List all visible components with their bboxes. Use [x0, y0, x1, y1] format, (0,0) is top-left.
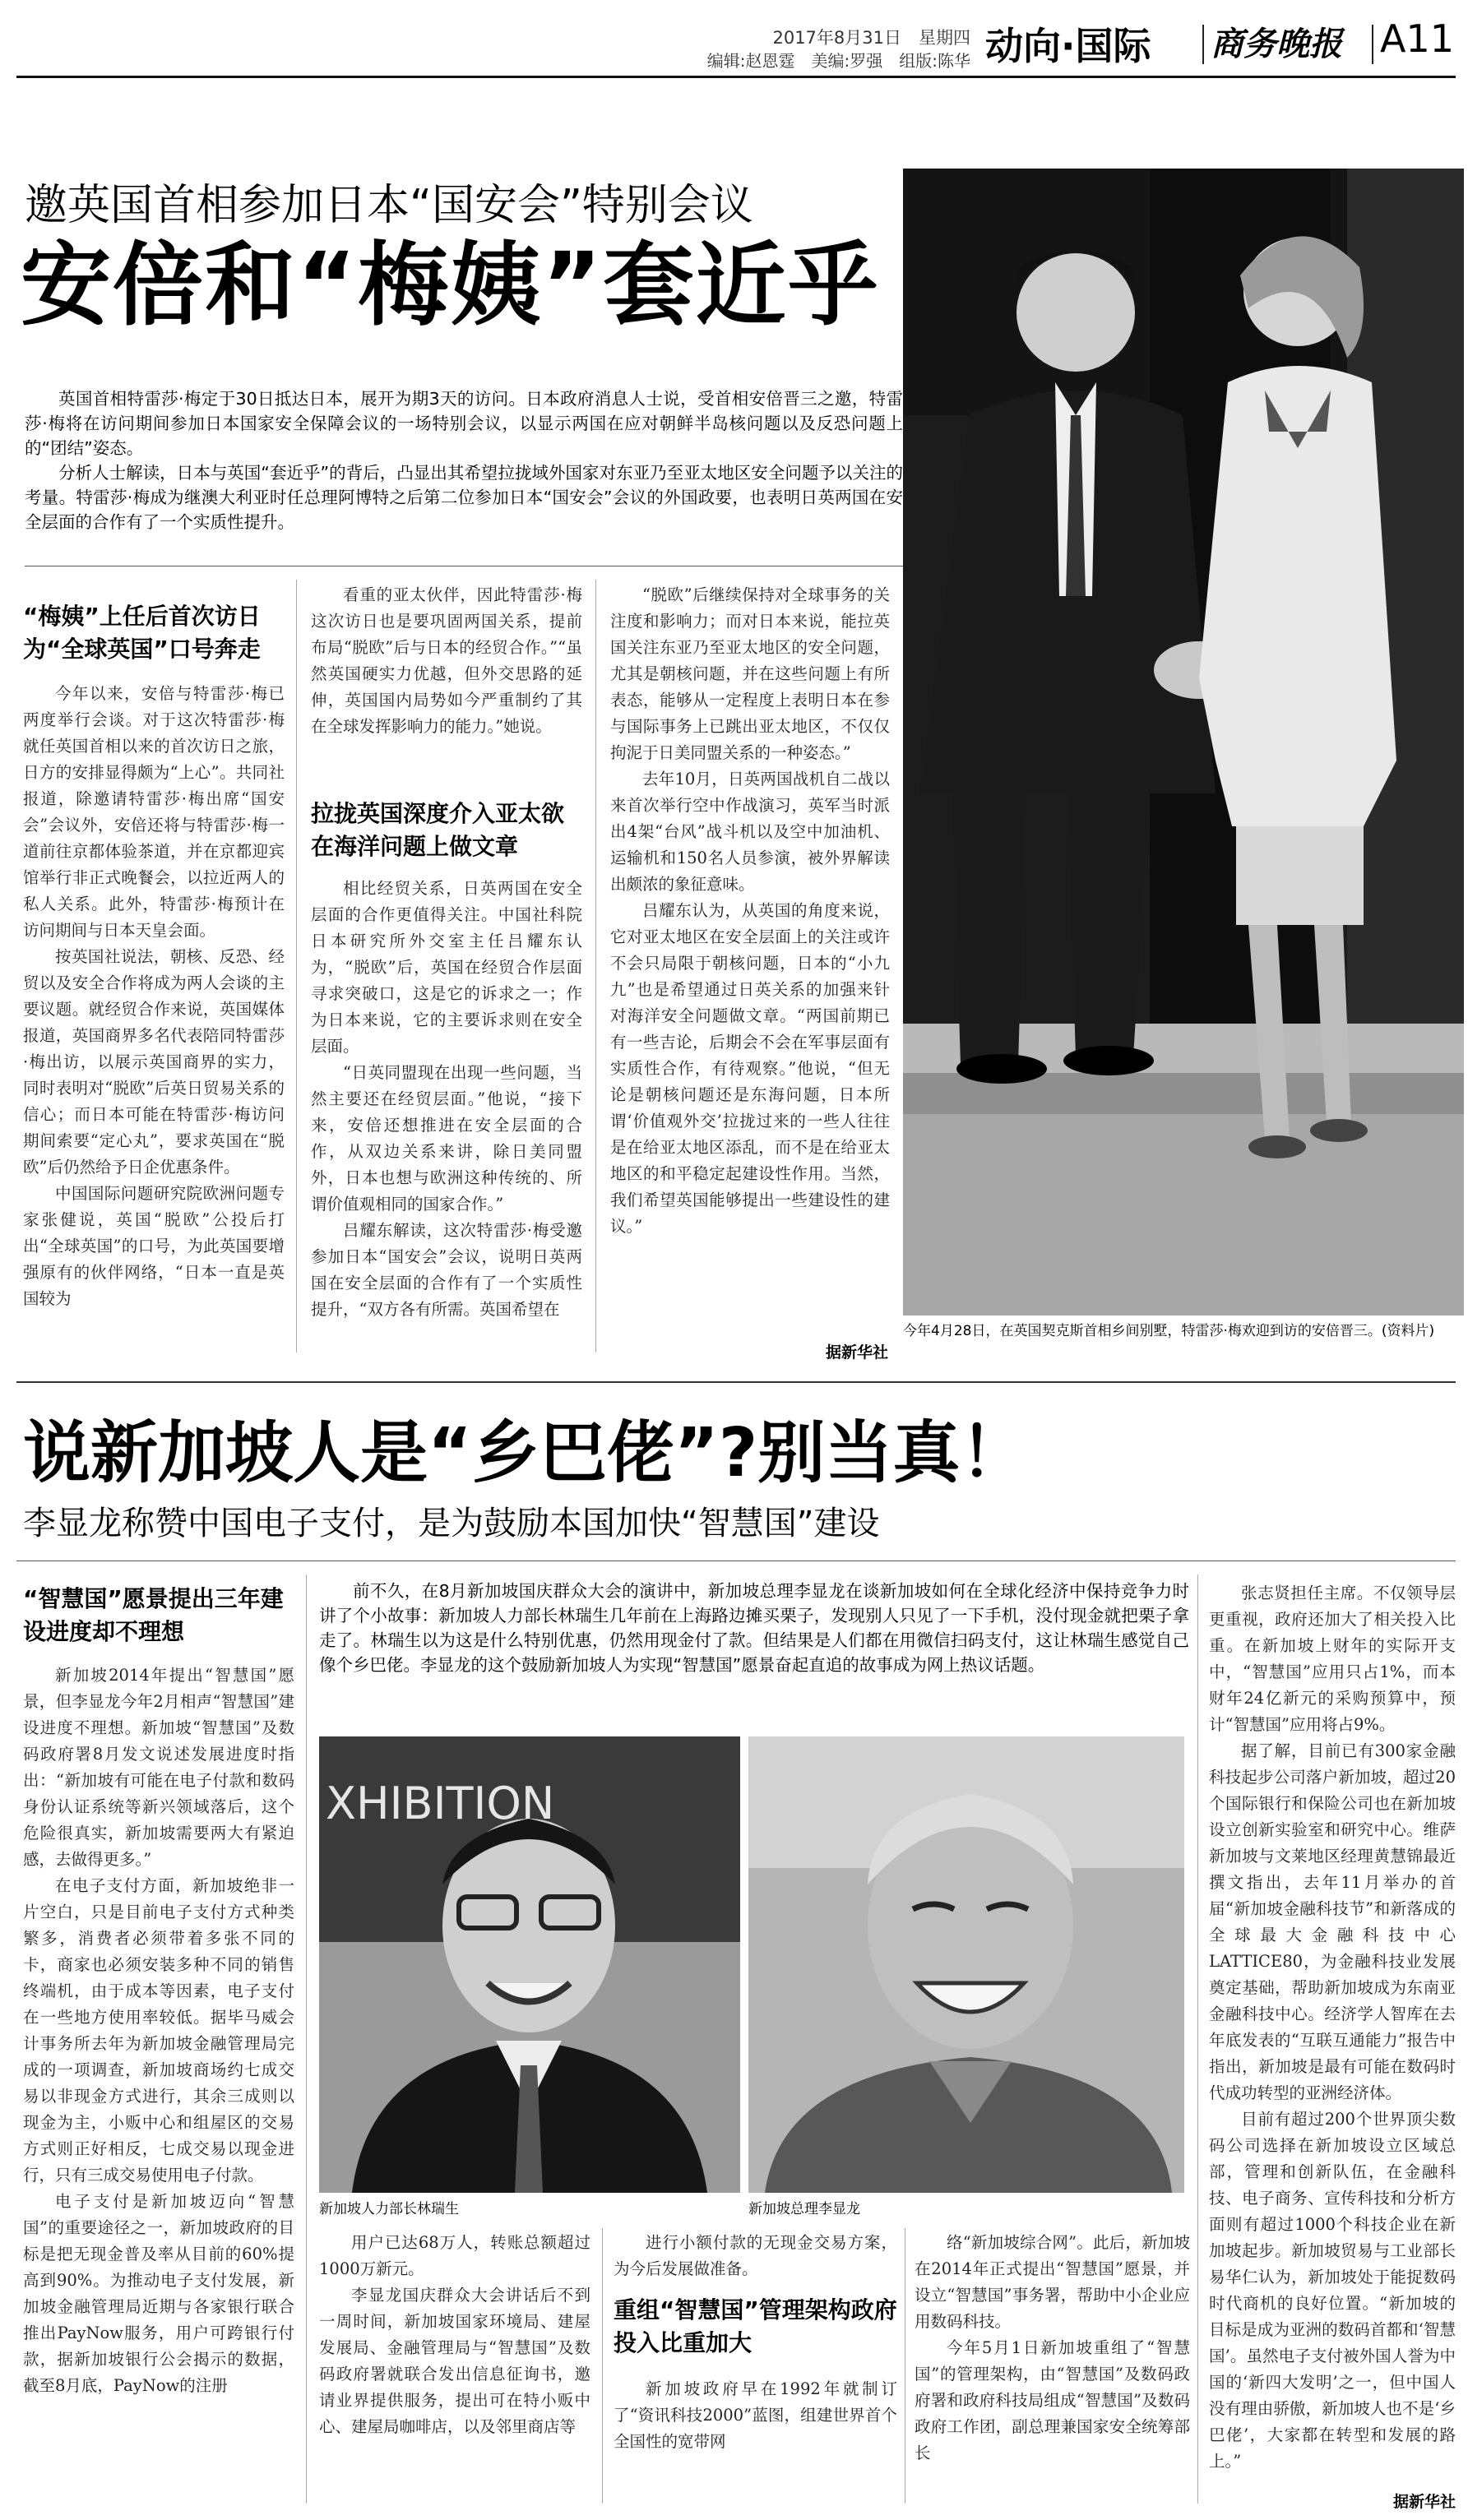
story2-lead — [319, 1579, 1189, 1725]
editors-line: 编辑:赵恩霆 美编:罗强 组版:陈华 — [706, 51, 970, 71]
story2-photo-left — [319, 1736, 740, 2193]
story1-kicker: 邀英国首相参加日本“国安会”特别会议 — [25, 181, 753, 230]
body-paragraph: 今年以来，安倍与特雷莎·梅已两度举行会谈。对于这次特雷莎·梅就任英国首相以来的首次访日之旅，日方的安排显得颇为“上心”。共同社报道，除邀请特雷莎·梅出席“国安会”会议外，安倍还将与特雷莎·梅一道前往京都体验茶道，并在京都迎宾馆举行非正式晚餐会，以拉近两人的私人关系。此外，特雷莎·梅预计在访问期间与日本天皇会面。 — [23, 684, 285, 940]
section-name: 动向·国际 — [985, 24, 1151, 68]
handshake-photo — [903, 169, 1464, 1315]
newspaper-logo: 商务晚报 — [1211, 25, 1342, 63]
body-paragraph: 在电子支付方面，新加坡绝非一片空白，只是目前电子支付方式种类繁多，消费者必须带着多张不同的卡，商家也必须安装多种不同的销售终端机，由于成本等因素，电子支付在一些地方使用率较低。据毕马威会计事务所去年为新加坡金融管理局完成的一项调查，新加坡商场约七成交易以非现金方式进行，其余三成则以现金为主，小贩中心和组屋区的交易方式则正好相反，七成交易以现金进行，只有三成交易使用电子付款。 — [23, 1876, 294, 2185]
story2-deck: 李显龙称赞中国电子支付，是为鼓励本国加快“智慧国”建设 — [23, 1505, 880, 1542]
story1-column-3 — [610, 582, 890, 1329]
story2-subhead-2: 重组“智慧国”管理架构政府投入比重加大 — [614, 2296, 897, 2356]
body-paragraph: 去年10月，日英两国战机自二战以来首次举行空中作战演习，英军当时派出4架“台风”战斗机以及空中加油机、运输机和150名人员参演，被外界解读出颇浓的象征意味。 — [610, 770, 890, 894]
story2-headline: 说新加坡人是“乡巴佬”?别当真！ — [23, 1414, 1028, 1492]
story2-subhead-1: “智慧国”愿景提出三年建设进度却不理想 — [23, 1585, 284, 1645]
story1-photo-caption: 今年4月28日，在英国契克斯首相乡间别墅，特雷莎·梅欢迎到访的安倍晋三。(资料片) — [903, 1323, 1435, 1339]
issue-date: 2017年8月31日 星期四 — [772, 28, 970, 48]
story2-source: 据新华社 — [1392, 2493, 1456, 2511]
story1-subhead-2: 拉拢英国深度介入亚太欲在海洋问题上做文章 — [311, 800, 565, 860]
body-paragraph: 用户已达68万人，转账总额超过1000万新元。 — [319, 2233, 590, 2278]
rule — [1372, 25, 1373, 64]
story1-column-2b — [311, 876, 582, 1345]
story1-lead — [25, 386, 903, 551]
column-rule — [1197, 1574, 1198, 2504]
column-rule — [306, 1574, 307, 2504]
body-paragraph: 李显龙国庆群众大会讲话后不到一周时间，新加坡国家环境局、建屋发展局、金融管理局与“智慧国”及数码政府署就联合发出信息征询书，邀请业界提供服务，提出可在特小贩中心、建屋局咖啡店，以及邻里商店等 — [319, 2286, 590, 2436]
body-paragraph: 络“新加坡综合网”。此后，新加坡在2014年正式提出“智慧国”愿景，并设立“智慧国”事务署，帮助中小企业应用数码科技。 — [915, 2233, 1190, 2331]
rule — [1202, 25, 1204, 64]
body-paragraph: 相比经贸关系，日英两国在安全层面的合作更值得关注。中国社科院日本研究所外交室主任吕耀东认为，“脱欧”后，英国在经贸合作层面寻求突破口，这是它的诉求之一；作为日本来说，它的主要诉求则在安全层面。 — [311, 879, 582, 1056]
column-rule — [602, 2228, 603, 2504]
column-rule — [296, 580, 297, 1352]
story1-column-2a — [311, 582, 582, 789]
body-paragraph: “日英同盟现在出现一些问题，当然主要还在经贸层面。”他说，“接下来，安倍还想推进在安全层面的合作，从双边关系来讲，除日美同盟外，日本也想与欧洲这种传统的、所谓价值观相同的国家合作。” — [311, 1063, 582, 1214]
body-paragraph: 新加坡2014年提出“智慧国”愿景，但李显龙今年2月相声“智慧国”建设进度不理想。新加坡“智慧国”及数码政府署8月发文说述发展进度时指出：“新加坡有可能在电子付款和数码身份认证系统等新兴领域落后，这个危险很真实，新加坡需要两大有紧迫感，去做得更多。” — [23, 1666, 294, 1869]
section-divider — [16, 1381, 1456, 1383]
story1-subhead-1: “梅姨”上任后首次访日为“全球英国”口号奔走 — [23, 603, 261, 663]
story1-source: 据新华社 — [825, 1343, 888, 1362]
lee-hsien-loong-photo — [748, 1736, 1184, 2193]
story2-column-3a — [614, 2230, 897, 2284]
body-paragraph: 吕耀东认为，从英国的角度来说，它对亚太地区在安全层面上的关注或许不会只局限于朝核问题，日本的“小九九”也是希望通过日英关系的加强来针对海洋安全问题做文章。“两国前期已有一些吉论，后期会不会在军事层面有实质性合作，有待观察。”他说，“但无论是朝核问题还是东海问题，日本所谓‘价值观外交’拉拢过来的一些人往往是在给亚太地区添乱，而不是在给亚太地区的和平稳定起建设性作用。当然，我们希望英国能够提出一些建设性的建议。” — [610, 901, 890, 1236]
exhibition-banner-text: XHIBITION — [326, 1778, 555, 1829]
lim-swee-say-photo — [319, 1736, 740, 2193]
photo-right-caption: 新加坡总理李显龙 — [748, 2201, 860, 2217]
body-paragraph: 进行小额付款的无现金交易方案，为今后发展做准备。 — [614, 2233, 897, 2278]
body-paragraph: 按英国社说法，朝核、反恐、经贸以及安全合作将成为两人会谈的主要议题。就经贸合作来说，英国媒体报道，英国商界多名代表陪同特雷莎·梅出访，以展示英国商界的实力，同时表明对“脱欧”后英日贸易关系的信心；而日本可能在特雷莎·梅访问期间索要“定心丸”，要求英国在“脱欧”后仍然给予日企优惠条件。 — [23, 947, 285, 1177]
story2-column-1 — [23, 1662, 294, 2508]
story2-column-3b — [614, 2376, 897, 2508]
lead-paragraph: 英国首相特雷莎·梅定于30日抵达日本，展开为期3天的访问。日本政府消息人士说，受首相安倍晋三之邀，特雷莎·梅将在访问期间参加日本国家安全保障会议的一场特别会议，以显示两国在应对朝鲜半岛核问题以及反恐问题上的“团结”姿态。 — [25, 389, 903, 458]
story1-headline: 安倍和“梅姨”套近乎 — [21, 233, 880, 338]
column-rule — [595, 580, 596, 1352]
story2-photo-right — [748, 1736, 1184, 2193]
body-paragraph: 今年5月1日新加坡重组了“智慧国”的管理架构，由“智慧国”及数码政府署和政府科技局组成“智慧国”及数码政府工作团，副总理兼国家安全统筹部长 — [915, 2338, 1190, 2462]
masthead-rule — [16, 76, 1456, 78]
story2-column-5 — [1209, 1580, 1456, 2483]
body-paragraph: 目前有超过200个世界顶尖数码公司选择在新加坡设立区域总部，管理和创新队伍，在金融科技、电子商务、宣传科技和分析方面则有超过1000个科技企业在新加坡起步。新加坡贸易与工业部长易华仁认为，新加坡处于能捉数码时代商机的良好位置。“新加坡的目标是成为亚洲的数码首都和‘智慧国’。虽然电子支付被外国人誉为中国的‘新四大发明’之一，但中国人没有理由骄傲，新加坡人也不是‘乡巴佬’，大家都在转型和发展的路上。” — [1209, 2110, 1456, 2471]
story2-column-2 — [319, 2230, 590, 2508]
photo-left-caption: 新加坡人力部长林瑞生 — [319, 2201, 459, 2217]
body-paragraph: 新加坡政府早在1992年就制订了“资讯科技2000”蓝图，组建世界首个全国性的宽带网 — [614, 2379, 897, 2451]
story2-column-4 — [915, 2230, 1190, 2508]
story1-column-1 — [23, 681, 285, 1345]
body-paragraph: 吕耀东解读，这次特雷莎·梅受邀参加日本“国安会”会议，说明日英两国在安全层面的合作有了一个实质性提升，“双方各有所需。英国希望在 — [311, 1221, 582, 1319]
lead-paragraph: 前不久，在8月新加坡国庆群众大会的演讲中，新加坡总理李显龙在谈新加坡如何在全球化经济中保持竞争力时讲了个小故事：新加坡人力部长林瑞生几年前在上海路边摊买栗子，发现别人只见了一下手机，没付现金就把栗子拿走了。林瑞生以为这是什么特别优惠，仍然用现金付了款。但结果是人们都在用微信扫码支付，这让林瑞生感觉自己像个乡巴佬。李显龙的这个鼓励新加坡人为实现“智慧国”愿景奋起直追的故事成为网上热议话题。 — [319, 1581, 1189, 1675]
lead-paragraph: 分析人士解读，日本与英国“套近乎”的背后，凸显出其希望拉拢域外国家对东亚乃至亚太地区安全问题予以关注的考量。特雷莎·梅成为继澳大利亚时任总理阿博特之后第二位参加日本“国安会”会议的外国政要，也表明日英两国在安全层面的合作有了一个实质性提升。 — [25, 463, 903, 532]
body-paragraph: “脱欧”后继续保持对全球事务的关注度和影响力；而对日本来说，能拉英国关注东亚乃至亚太地区的安全问题，尤其是朝核问题，并在这些问题上有所表态，能够从一定程度上表明日本在参与国际事务上已跳出亚太地区，不仅仅拘泥于日美同盟关系的一种姿态。” — [610, 585, 890, 762]
body-paragraph: 电子支付是新加坡迈向“智慧国”的重要途径之一，新加坡政府的目标是把无现金普及率从目前的60%提高到90%。为推动电子支付发展，新加坡金融管理局近期与各家银行联合推出PayNow服务，用户可跨银行付款，据新加坡银行公会揭示的数据，截至8月底，PayNow的注册 — [23, 2192, 294, 2395]
page-number: A11 — [1380, 16, 1455, 61]
body-paragraph: 看重的亚太伙伴，因此特雷莎·梅这次访日也是要巩固两国关系，提前布局“脱欧”后与日本的经贸合作。”“虽然英国硬实力优越，但外交思路的延伸，英国国内局势如今严重制约了其在全球发挥影响力的能力。”她说。 — [311, 585, 582, 736]
story1-photo — [903, 169, 1464, 1315]
masthead — [0, 0, 1468, 78]
body-paragraph: 中国国际问题研究院欧洲问题专家张健说，英国“脱欧”公投后打出“全球英国”的口号，为此英国要增强原有的伙伴网络，“日本一直是英国较为 — [23, 1184, 285, 1308]
body-paragraph: 据了解，目前已有300家金融科技起步公司落户新加坡，超过20个国际银行和保险公司也在新加坡设立创新实验室和研究中心。维萨新加坡与文莱地区经理黄慧锦最近撰文指出，去年11月举办的首届“新加坡金融科技节”和新落成的全球最大金融科技中心LATTICE80，为金融科技业发展奠定基础，帮助新加坡成为东南亚金融科技中心。经济学人智库在去年底发表的“互联互通能力”报告中指出，新加坡是最有可能在数码时代成功转型的亚洲经济体。 — [1209, 1741, 1456, 2102]
body-paragraph: 张志贤担任主席。不仅领导层更重视，政府还加大了相关投入比重。在新加坡上财年的实际开支中，“智慧国”应用只占1%，而本财年24亿新元的采购预算中，预计“智慧国”应用将占9%。 — [1209, 1584, 1456, 1734]
